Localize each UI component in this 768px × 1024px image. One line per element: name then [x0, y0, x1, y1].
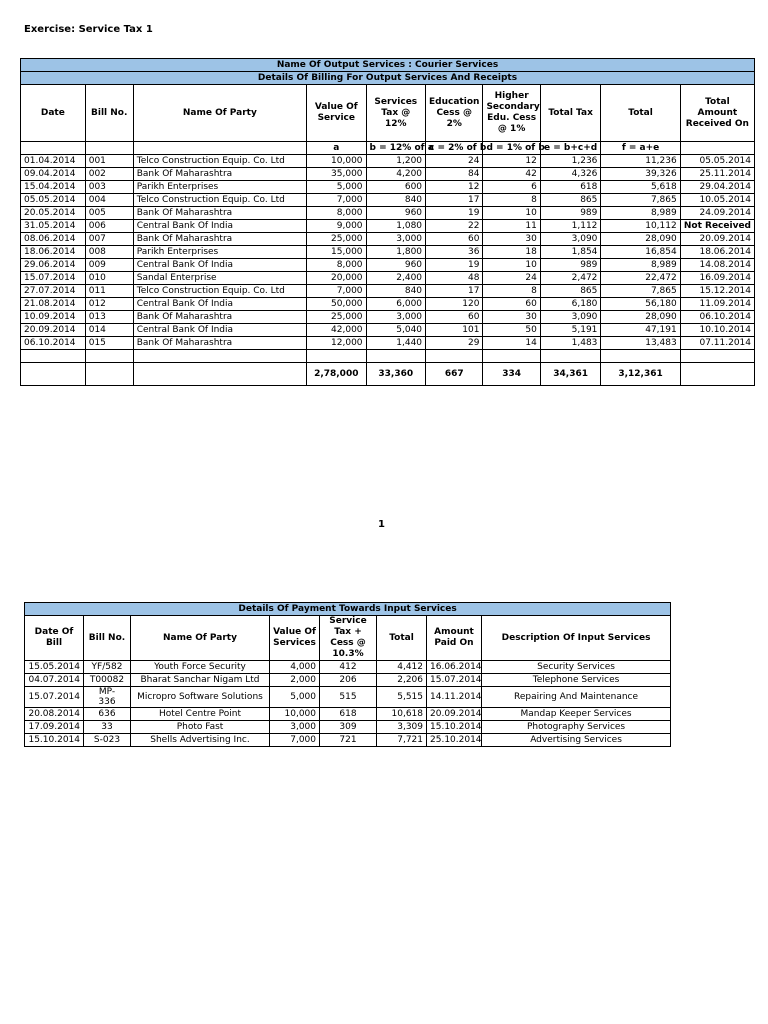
- table-cell: 14.08.2014: [680, 259, 754, 272]
- table-row: [25, 734, 671, 747]
- table-row: [21, 207, 755, 220]
- table-cell: 4,200: [366, 168, 426, 181]
- table-cell: 1,080: [366, 220, 426, 233]
- table-cell: 20.05.2014: [21, 207, 86, 220]
- table-cell: 1,483: [540, 337, 601, 350]
- table-cell: 18.06.2014: [680, 246, 754, 259]
- formula-cell: [21, 142, 86, 155]
- table-cell: 15.12.2014: [680, 285, 754, 298]
- table-cell: Central Bank Of India: [133, 324, 306, 337]
- table-cell: 014: [85, 324, 133, 337]
- table-row: [21, 155, 755, 168]
- table-cell: 17.09.2014: [25, 721, 84, 734]
- table-cell: 09.04.2014: [21, 168, 86, 181]
- table-cell: 2,472: [540, 272, 601, 285]
- table-cell: 4,326: [540, 168, 601, 181]
- table-cell: 29.04.2014: [680, 181, 754, 194]
- table-cell: [483, 350, 540, 363]
- table-row: [21, 194, 755, 207]
- table-cell: 7,000: [307, 194, 367, 207]
- table-cell: 10.09.2014: [21, 311, 86, 324]
- table-cell: YF/582: [84, 661, 131, 674]
- table-cell: 22,472: [601, 272, 680, 285]
- table-cell: 840: [366, 194, 426, 207]
- table-cell: 10: [483, 207, 540, 220]
- table-cell: 25,000: [307, 311, 367, 324]
- input-header-row: [25, 616, 671, 661]
- table-cell: 636: [84, 708, 131, 721]
- table-cell: 1,236: [540, 155, 601, 168]
- table-cell: 960: [366, 207, 426, 220]
- table-cell: 15.05.2014: [25, 661, 84, 674]
- formula-cell: a: [307, 142, 367, 155]
- total-cell: 34,361: [540, 363, 601, 386]
- table-cell: 16,854: [601, 246, 680, 259]
- table-cell: 618: [540, 181, 601, 194]
- table-cell: 30: [483, 233, 540, 246]
- table-cell: 7,721: [377, 734, 427, 747]
- table-row: [25, 674, 671, 687]
- formula-cell: [680, 142, 754, 155]
- formula-cell: f = a+e: [601, 142, 680, 155]
- table-cell: 12: [426, 181, 483, 194]
- table-row: [21, 259, 755, 272]
- table-cell: 14.11.2014: [427, 687, 482, 708]
- formula-cell: [85, 142, 133, 155]
- table-cell: Hotel Centre Point: [131, 708, 270, 721]
- column-header: Amount Paid On: [427, 616, 482, 661]
- table-cell: 24: [483, 272, 540, 285]
- column-header: Services Tax @ 12%: [366, 85, 426, 142]
- table-row: [21, 298, 755, 311]
- table-cell: 840: [366, 285, 426, 298]
- table-row: [25, 687, 671, 708]
- table-row: [25, 661, 671, 674]
- table-row: [21, 324, 755, 337]
- table-cell: Photography Services: [482, 721, 671, 734]
- table-cell: [21, 350, 86, 363]
- table-cell: 17: [426, 194, 483, 207]
- table-cell: 4,000: [270, 661, 320, 674]
- table-cell: 7,865: [601, 194, 680, 207]
- table-cell: 08.06.2014: [21, 233, 86, 246]
- table-row: [21, 233, 755, 246]
- page-number: 1: [378, 519, 385, 530]
- table-cell: 15.07.2014: [25, 687, 84, 708]
- billing-details-title: Details Of Billing For Output Services And Receipts: [21, 72, 755, 85]
- column-header: Name Of Party: [131, 616, 270, 661]
- table-cell: 42,000: [307, 324, 367, 337]
- table-cell: 7,000: [270, 734, 320, 747]
- table-cell: 14: [483, 337, 540, 350]
- total-cell: 334: [483, 363, 540, 386]
- column-header: Higher Secondary Edu. Cess @ 1%: [483, 85, 540, 142]
- table-cell: 8,989: [601, 207, 680, 220]
- table-cell: 5,000: [270, 687, 320, 708]
- table-cell: 39,326: [601, 168, 680, 181]
- table-cell: Shells Advertising Inc.: [131, 734, 270, 747]
- column-header: Bill No.: [85, 85, 133, 142]
- table-cell: Advertising Services: [482, 734, 671, 747]
- table-cell: 5,618: [601, 181, 680, 194]
- table-cell: Telco Construction Equip. Co. Ltd: [133, 155, 306, 168]
- table-cell: 10: [483, 259, 540, 272]
- table-cell: 50: [483, 324, 540, 337]
- table-cell: 28,090: [601, 311, 680, 324]
- table-cell: 11: [483, 220, 540, 233]
- table-cell: Telephone Services: [482, 674, 671, 687]
- total-cell: 667: [426, 363, 483, 386]
- table-row: [21, 311, 755, 324]
- table-cell: 36: [426, 246, 483, 259]
- table-cell: 013: [85, 311, 133, 324]
- column-header: Description Of Input Services: [482, 616, 671, 661]
- table-cell: 60: [426, 233, 483, 246]
- table-cell: Bank Of Maharashtra: [133, 233, 306, 246]
- table-cell: Not Received: [680, 220, 754, 233]
- table-cell: 18.06.2014: [21, 246, 86, 259]
- column-header: Value Of Services: [270, 616, 320, 661]
- formula-cell: d = 1% of b: [483, 142, 540, 155]
- table-cell: 515: [320, 687, 377, 708]
- table-cell: 10.05.2014: [680, 194, 754, 207]
- table-cell: 8: [483, 285, 540, 298]
- table-cell: 48: [426, 272, 483, 285]
- total-cell: 2,78,000: [307, 363, 367, 386]
- table-cell: 009: [85, 259, 133, 272]
- table-cell: 21.08.2014: [21, 298, 86, 311]
- table-cell: 5,191: [540, 324, 601, 337]
- column-header: Education Cess @ 2%: [426, 85, 483, 142]
- table-cell: 30: [483, 311, 540, 324]
- table-cell: Bharat Sanchar Nigam Ltd: [131, 674, 270, 687]
- table-cell: 3,090: [540, 311, 601, 324]
- totals-row: [21, 363, 755, 386]
- table-cell: 3,000: [270, 721, 320, 734]
- table-cell: 20.09.2014: [21, 324, 86, 337]
- table-cell: 9,000: [307, 220, 367, 233]
- table-cell: 4,412: [377, 661, 427, 674]
- table-cell: 29: [426, 337, 483, 350]
- table-cell: 25,000: [307, 233, 367, 246]
- table-cell: 10,112: [601, 220, 680, 233]
- table-cell: 012: [85, 298, 133, 311]
- table-cell: 19: [426, 259, 483, 272]
- table-cell: 7,865: [601, 285, 680, 298]
- table-cell: 15,000: [307, 246, 367, 259]
- table-cell: 60: [426, 311, 483, 324]
- table-cell: 05.05.2014: [21, 194, 86, 207]
- table-cell: 16.06.2014: [427, 661, 482, 674]
- formula-cell: b = 12% of a: [366, 142, 426, 155]
- table-cell: Central Bank Of India: [133, 298, 306, 311]
- exercise-title: Exercise: Service Tax 1: [24, 24, 153, 35]
- table-cell: 6,000: [366, 298, 426, 311]
- table-cell: 1,800: [366, 246, 426, 259]
- table-cell: 015: [85, 337, 133, 350]
- table-cell: 47,191: [601, 324, 680, 337]
- table-cell: [540, 350, 601, 363]
- table-cell: 101: [426, 324, 483, 337]
- output-service-name: Name Of Output Services : Courier Services: [21, 59, 755, 72]
- table-cell: 6: [483, 181, 540, 194]
- output-header-row: [21, 85, 755, 142]
- table-cell: 25.11.2014: [680, 168, 754, 181]
- table-cell: 1,200: [366, 155, 426, 168]
- table-cell: Photo Fast: [131, 721, 270, 734]
- table-cell: 3,309: [377, 721, 427, 734]
- table-cell: 60: [483, 298, 540, 311]
- table-cell: 04.07.2014: [25, 674, 84, 687]
- output-services-table: [20, 58, 755, 386]
- table-cell: 989: [540, 207, 601, 220]
- table-cell: 8,000: [307, 259, 367, 272]
- table-cell: 05.05.2014: [680, 155, 754, 168]
- column-header: Total Amount Received On: [680, 85, 754, 142]
- table-cell: Bank Of Maharashtra: [133, 311, 306, 324]
- table-cell: 11,236: [601, 155, 680, 168]
- table-row: [21, 220, 755, 233]
- table-cell: 120: [426, 298, 483, 311]
- table-cell: [601, 350, 680, 363]
- table-cell: Telco Construction Equip. Co. Ltd: [133, 194, 306, 207]
- column-header: Date Of Bill: [25, 616, 84, 661]
- table-cell: 10,000: [307, 155, 367, 168]
- table-cell: 3,000: [366, 233, 426, 246]
- table-cell: 8: [483, 194, 540, 207]
- total-cell: [680, 363, 754, 386]
- table-cell: 50,000: [307, 298, 367, 311]
- table-cell: [133, 350, 306, 363]
- table-cell: Sandal Enterprise: [133, 272, 306, 285]
- table-cell: 17: [426, 285, 483, 298]
- table-cell: Repairing And Maintenance: [482, 687, 671, 708]
- input-services-table: [24, 602, 671, 747]
- table-cell: 960: [366, 259, 426, 272]
- empty-row: [21, 350, 755, 363]
- table-cell: 989: [540, 259, 601, 272]
- table-cell: 10,000: [270, 708, 320, 721]
- table-cell: 7,000: [307, 285, 367, 298]
- formula-cell: e = b+c+d: [540, 142, 601, 155]
- table-cell: 24.09.2014: [680, 207, 754, 220]
- table-cell: [680, 350, 754, 363]
- table-cell: 01.04.2014: [21, 155, 86, 168]
- table-cell: 28,090: [601, 233, 680, 246]
- table-cell: 865: [540, 285, 601, 298]
- table-cell: 007: [85, 233, 133, 246]
- table-cell: Telco Construction Equip. Co. Ltd: [133, 285, 306, 298]
- table-cell: 003: [85, 181, 133, 194]
- table-cell: 8,989: [601, 259, 680, 272]
- table-cell: 865: [540, 194, 601, 207]
- table-cell: MP- 336: [84, 687, 131, 708]
- table-cell: Bank Of Maharashtra: [133, 207, 306, 220]
- column-header: Value Of Service: [307, 85, 367, 142]
- total-cell: 33,360: [366, 363, 426, 386]
- table-cell: T00082: [84, 674, 131, 687]
- table-cell: 84: [426, 168, 483, 181]
- table-cell: 15.10.2014: [427, 721, 482, 734]
- table-cell: 1,854: [540, 246, 601, 259]
- table-cell: 15.10.2014: [25, 734, 84, 747]
- table-row: [21, 181, 755, 194]
- table-cell: 20.08.2014: [25, 708, 84, 721]
- table-cell: 33: [84, 721, 131, 734]
- table-cell: 20.09.2014: [427, 708, 482, 721]
- table-cell: Mandap Keeper Services: [482, 708, 671, 721]
- table-row: [21, 168, 755, 181]
- total-cell: [21, 363, 86, 386]
- table-cell: 12: [483, 155, 540, 168]
- table-cell: [85, 350, 133, 363]
- column-header: Bill No.: [84, 616, 131, 661]
- table-cell: 010: [85, 272, 133, 285]
- table-cell: 15.07.2014: [21, 272, 86, 285]
- table-cell: 618: [320, 708, 377, 721]
- table-cell: 11.09.2014: [680, 298, 754, 311]
- table-cell: S-023: [84, 734, 131, 747]
- table-cell: 06.10.2014: [21, 337, 86, 350]
- table-cell: 15.07.2014: [427, 674, 482, 687]
- table-row: [21, 272, 755, 285]
- table-cell: 25.10.2014: [427, 734, 482, 747]
- table-cell: 29.06.2014: [21, 259, 86, 272]
- total-cell: [133, 363, 306, 386]
- table-cell: 06.10.2014: [680, 311, 754, 324]
- table-cell: [366, 350, 426, 363]
- table-cell: 18: [483, 246, 540, 259]
- table-cell: 2,000: [270, 674, 320, 687]
- table-cell: 006: [85, 220, 133, 233]
- formula-cell: [133, 142, 306, 155]
- table-cell: 5,515: [377, 687, 427, 708]
- table-cell: 12,000: [307, 337, 367, 350]
- table-cell: 27.07.2014: [21, 285, 86, 298]
- column-header: Date: [21, 85, 86, 142]
- total-cell: 3,12,361: [601, 363, 680, 386]
- table-cell: 10.10.2014: [680, 324, 754, 337]
- table-cell: 07.11.2014: [680, 337, 754, 350]
- table-cell: Parikh Enterprises: [133, 246, 306, 259]
- table-cell: 13,483: [601, 337, 680, 350]
- table-cell: 42: [483, 168, 540, 181]
- table-cell: 35,000: [307, 168, 367, 181]
- table-cell: Central Bank Of India: [133, 220, 306, 233]
- table-cell: 002: [85, 168, 133, 181]
- table-cell: 22: [426, 220, 483, 233]
- table-cell: Central Bank Of India: [133, 259, 306, 272]
- table-cell: 24: [426, 155, 483, 168]
- table-cell: 19: [426, 207, 483, 220]
- table-cell: 1,440: [366, 337, 426, 350]
- table-cell: 8,000: [307, 207, 367, 220]
- table-cell: 001: [85, 155, 133, 168]
- table-cell: Parikh Enterprises: [133, 181, 306, 194]
- column-header: Total: [377, 616, 427, 661]
- table-row: [21, 337, 755, 350]
- table-cell: [426, 350, 483, 363]
- table-cell: Security Services: [482, 661, 671, 674]
- input-payment-title: Details Of Payment Towards Input Services: [25, 603, 671, 616]
- table-cell: 10,618: [377, 708, 427, 721]
- table-cell: 005: [85, 207, 133, 220]
- column-header: Service Tax + Cess @ 10.3%: [320, 616, 377, 661]
- table-row: [25, 708, 671, 721]
- table-cell: [307, 350, 367, 363]
- table-cell: 2,206: [377, 674, 427, 687]
- table-cell: 5,040: [366, 324, 426, 337]
- total-cell: [85, 363, 133, 386]
- table-cell: 6,180: [540, 298, 601, 311]
- table-cell: 721: [320, 734, 377, 747]
- table-cell: Micropro Software Solutions: [131, 687, 270, 708]
- table-cell: 309: [320, 721, 377, 734]
- table-row: [25, 721, 671, 734]
- table-cell: 412: [320, 661, 377, 674]
- table-cell: 1,112: [540, 220, 601, 233]
- column-header: Total: [601, 85, 680, 142]
- formula-cell: c = 2% of b: [426, 142, 483, 155]
- table-cell: 20.09.2014: [680, 233, 754, 246]
- column-header: Total Tax: [540, 85, 601, 142]
- table-row: [21, 285, 755, 298]
- column-header: Name Of Party: [133, 85, 306, 142]
- table-cell: 15.04.2014: [21, 181, 86, 194]
- table-cell: 600: [366, 181, 426, 194]
- table-row: [21, 246, 755, 259]
- table-cell: Bank Of Maharashtra: [133, 337, 306, 350]
- table-cell: Youth Force Security: [131, 661, 270, 674]
- table-cell: Bank Of Maharashtra: [133, 168, 306, 181]
- table-cell: 3,090: [540, 233, 601, 246]
- table-cell: 16.09.2014: [680, 272, 754, 285]
- table-cell: 31.05.2014: [21, 220, 86, 233]
- table-cell: 008: [85, 246, 133, 259]
- formula-row: [21, 142, 755, 155]
- table-cell: 56,180: [601, 298, 680, 311]
- table-cell: 011: [85, 285, 133, 298]
- table-cell: 5,000: [307, 181, 367, 194]
- table-cell: 206: [320, 674, 377, 687]
- table-cell: 2,400: [366, 272, 426, 285]
- table-cell: 20,000: [307, 272, 367, 285]
- table-cell: 3,000: [366, 311, 426, 324]
- table-cell: 004: [85, 194, 133, 207]
